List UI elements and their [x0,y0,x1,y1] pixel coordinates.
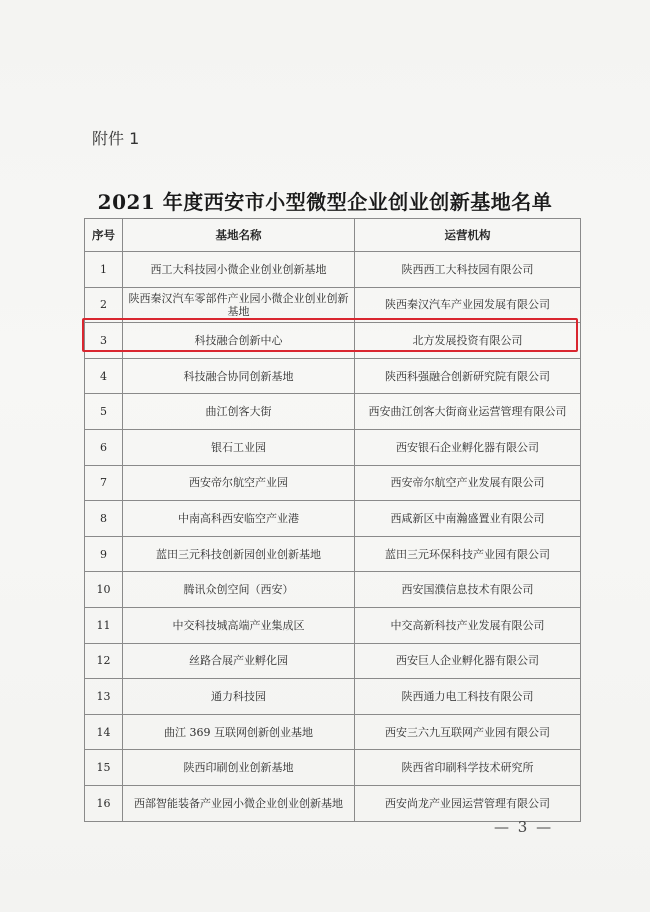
table-row [85,252,581,288]
row-operator: 陕西省印刷科学技术研究所 [355,750,581,786]
row-base-name: 陕西秦汉汽车零部件产业园小微企业创业创新基地 [123,287,355,323]
row-base-name: 西工大科技园小微企业创业创新基地 [123,252,355,288]
row-operator: 西安曲江创客大街商业运营管理有限公司 [355,394,581,430]
row-number: 10 [85,572,123,608]
row-base-name: 中南高科西安临空产业港 [123,501,355,537]
table-row [85,572,581,608]
row-number: 6 [85,429,123,465]
row-base-name: 曲江 369 互联网创新创业基地 [123,714,355,750]
table-row [85,394,581,430]
table-row [85,643,581,679]
row-operator: 蓝田三元环保科技产业园有限公司 [355,536,581,572]
row-base-name: 西部智能装备产业园小微企业创业创新基地 [123,785,355,821]
row-operator: 陕西秦汉汽车产业园发展有限公司 [355,287,581,323]
row-number: 7 [85,465,123,501]
table-row [85,785,581,821]
row-base-name: 腾讯众创空间（西安） [123,572,355,608]
row-number: 15 [85,750,123,786]
page-title: 2021 年度西安市小型微型企业创业创新基地名单 [97,190,553,214]
row-operator: 西安国濮信息技术有限公司 [355,572,581,608]
base-list-table [84,218,581,822]
table-row [85,429,581,465]
table-row [85,536,581,572]
table-header-row [85,219,581,252]
row-base-name: 银石工业园 [123,429,355,465]
row-base-name: 西安帝尔航空产业园 [123,465,355,501]
row-operator: 陕西西工大科技园有限公司 [355,252,581,288]
row-operator: 西安尚龙产业园运营管理有限公司 [355,785,581,821]
highlight-box [82,318,578,352]
row-base-name: 曲江创客大街 [123,394,355,430]
row-number: 9 [85,536,123,572]
row-base-name: 科技融合创新中心 [123,323,355,359]
table-row [85,358,581,394]
table-row [85,679,581,715]
table-row [85,607,581,643]
row-base-name: 科技融合协同创新基地 [123,358,355,394]
row-operator: 陕西科强融合创新研究院有限公司 [355,358,581,394]
row-number: 16 [85,785,123,821]
row-number: 11 [85,607,123,643]
row-operator: 陕西通力电工科技有限公司 [355,679,581,715]
row-number: 12 [85,643,123,679]
row-base-name: 中交科技城高端产业集成区 [123,607,355,643]
row-operator: 西咸新区中南瀚盛置业有限公司 [355,501,581,537]
row-number: 3 [85,323,123,359]
header-operator: 运营机构 [355,219,581,252]
row-base-name: 通力科技园 [123,679,355,715]
row-operator: 中交高新科技产业发展有限公司 [355,607,581,643]
page-number: — 3 — [494,818,554,836]
header-base-name: 基地名称 [123,219,355,252]
row-number: 8 [85,501,123,537]
row-number: 13 [85,679,123,715]
table-row [85,714,581,750]
row-base-name: 丝路合展产业孵化园 [123,643,355,679]
table-row [85,465,581,501]
row-operator: 西安帝尔航空产业发展有限公司 [355,465,581,501]
row-number: 4 [85,358,123,394]
row-operator: 西安银石企业孵化器有限公司 [355,429,581,465]
row-base-name: 陕西印刷创业创新基地 [123,750,355,786]
row-operator: 西安三六九互联网产业园有限公司 [355,714,581,750]
row-operator: 西安巨人企业孵化器有限公司 [355,643,581,679]
table-row [85,501,581,537]
row-number: 5 [85,394,123,430]
header-number: 序号 [85,219,123,252]
row-base-name: 蓝田三元科技创新园创业创新基地 [123,536,355,572]
table-row [85,750,581,786]
row-operator: 北方发展投资有限公司 [355,323,581,359]
row-number: 2 [85,287,123,323]
row-number: 14 [85,714,123,750]
attachment-label: 附件 1 [92,129,140,148]
row-number: 1 [85,252,123,288]
